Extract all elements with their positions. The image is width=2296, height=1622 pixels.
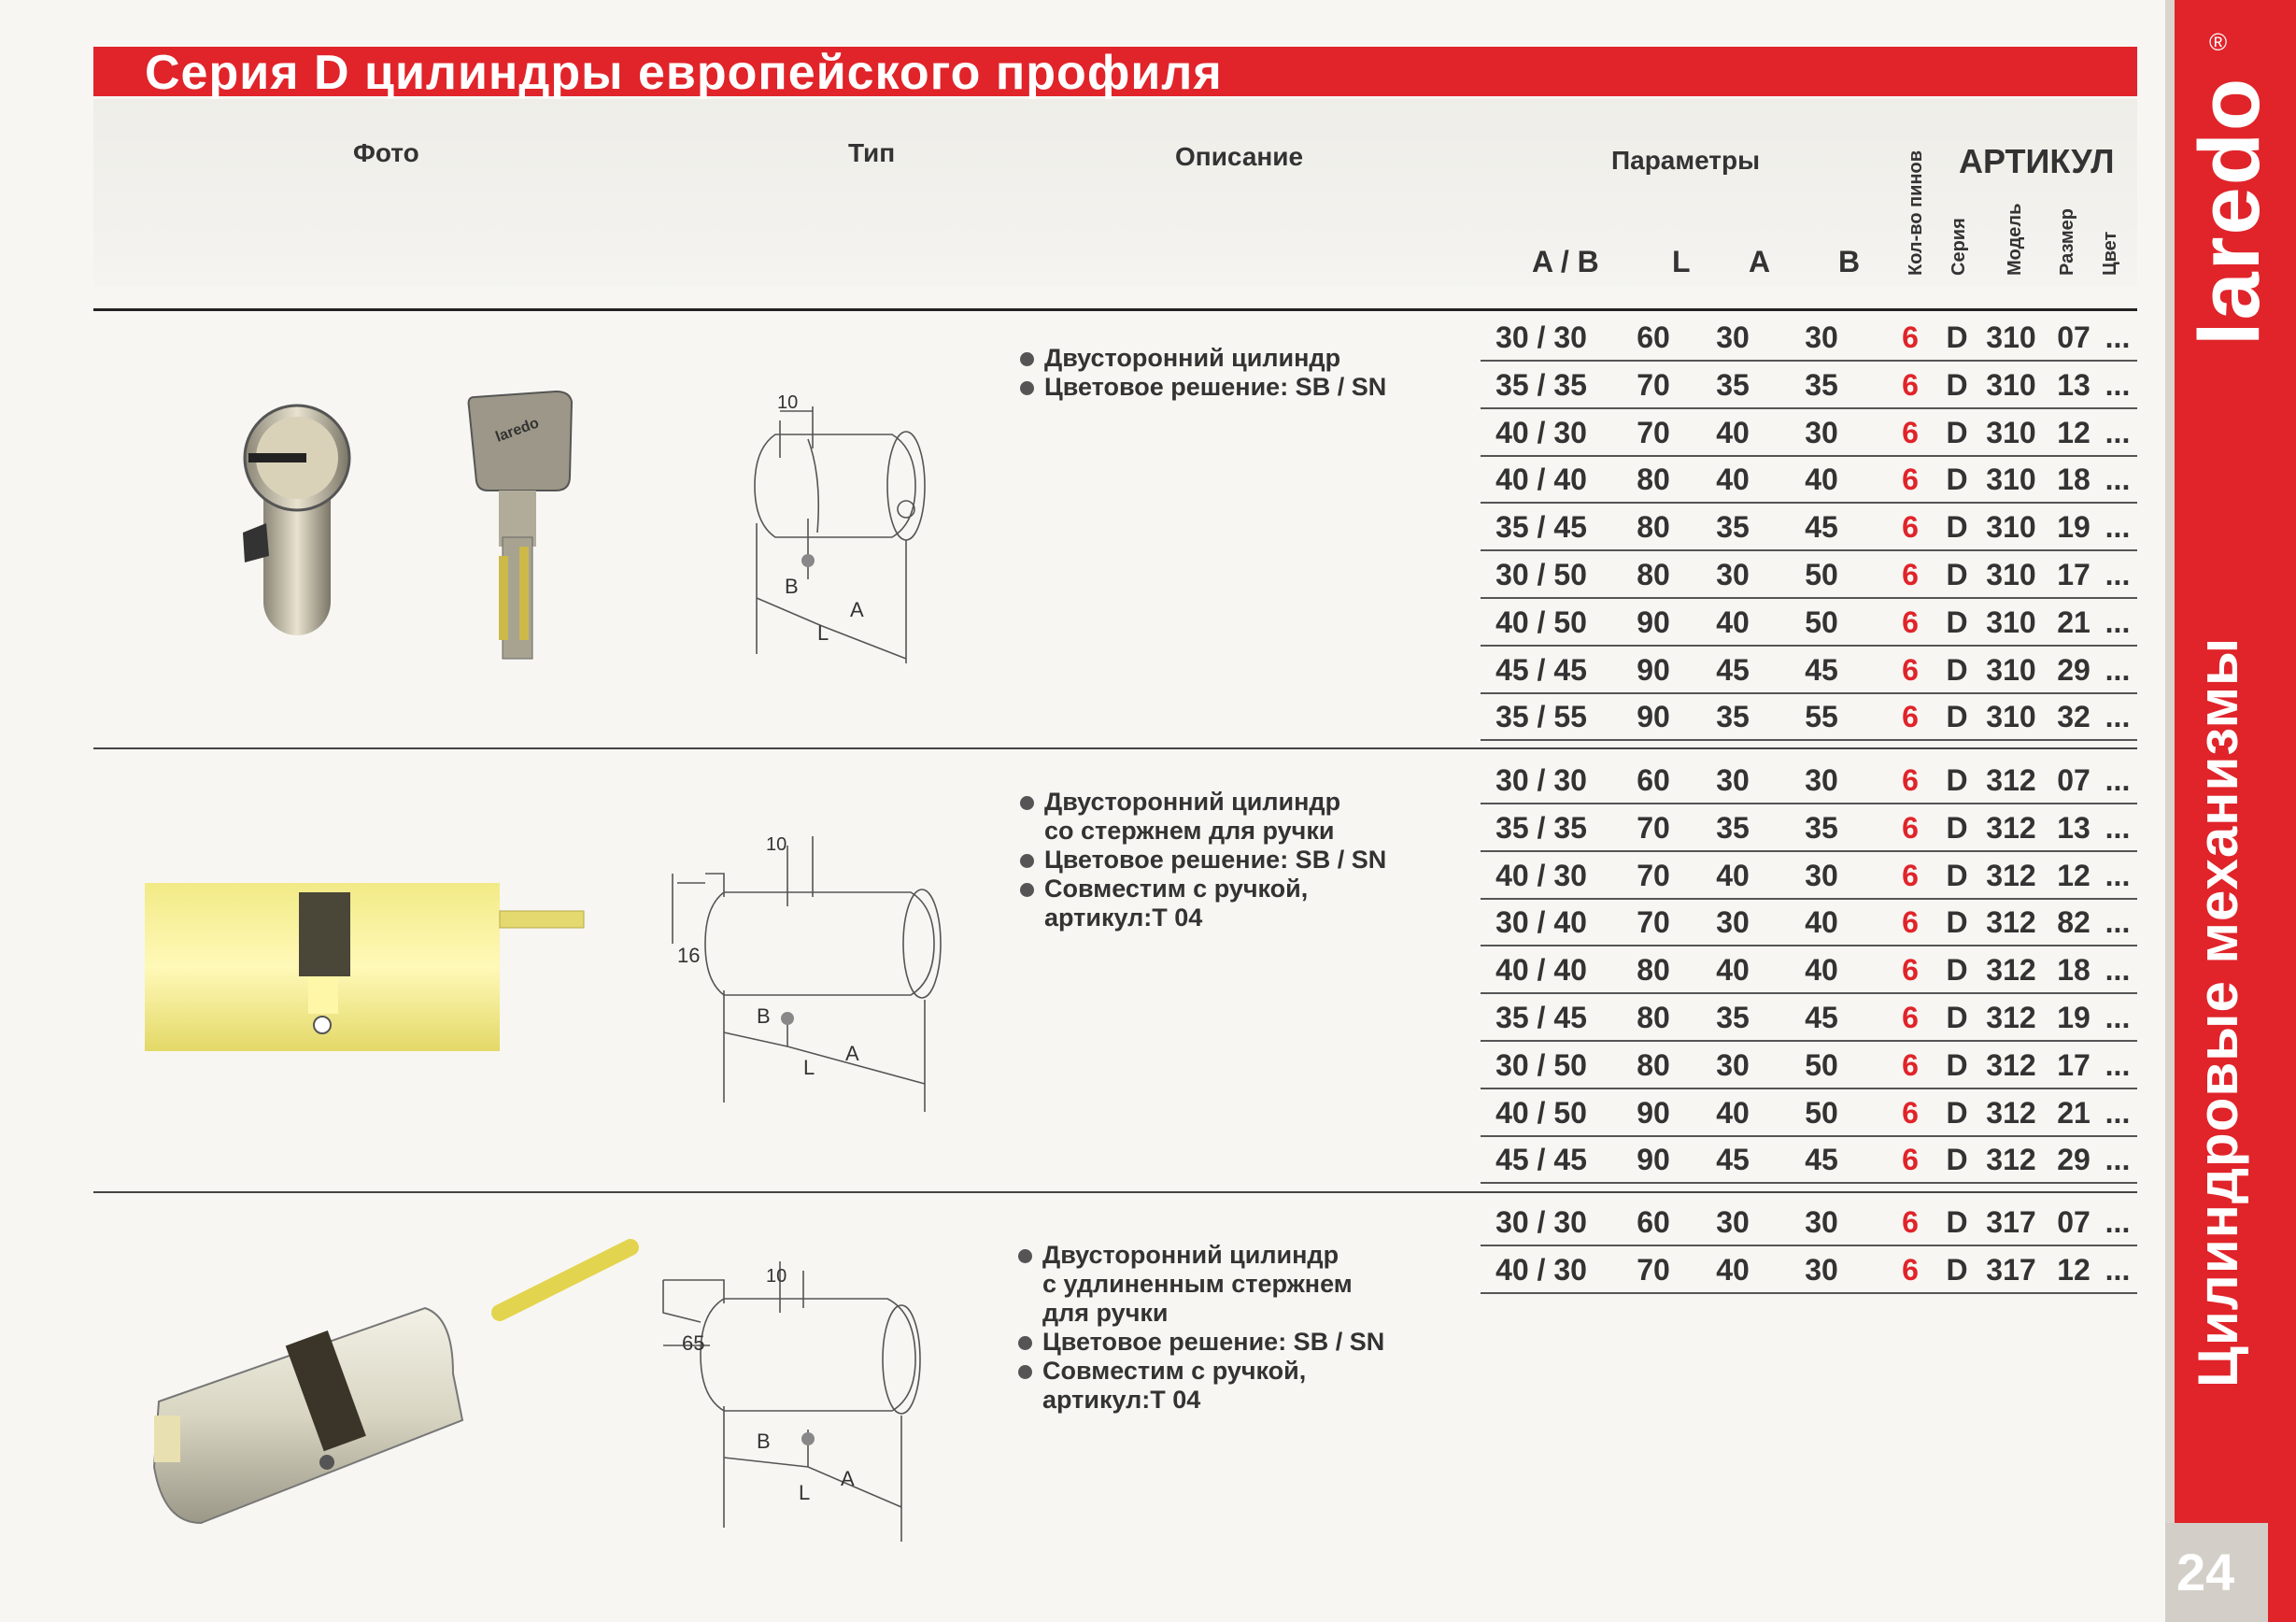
cell-a: 35	[1716, 1001, 1750, 1034]
cell-pins: 6	[1902, 605, 1919, 639]
photo-cylinder-2	[140, 883, 588, 1060]
cell-ab: 35 / 35	[1495, 367, 1587, 402]
desc-line: Совместим с ручкой,	[1018, 875, 1386, 903]
cell-ab: 40 / 50	[1495, 605, 1587, 639]
dim-16: 16	[677, 944, 701, 967]
cell-b: 40	[1805, 905, 1838, 940]
cell-size: 12	[2057, 858, 2090, 892]
cell-model: 310	[1986, 367, 2036, 402]
cell-color: ...	[2105, 1252, 2131, 1287]
cell-b: 45	[1805, 652, 1838, 687]
cell-model: 312	[1986, 953, 2036, 988]
table-row	[1481, 647, 2137, 694]
table-row	[1481, 1043, 2137, 1089]
desc-line: со стержнем для ручки	[1044, 817, 1335, 845]
cell-b: 50	[1805, 1047, 1838, 1082]
header-pins: Кол-во пинов	[1906, 149, 1926, 276]
cell-series: D	[1946, 510, 1968, 545]
dim-10: 10	[766, 834, 787, 855]
desc-line: Цветовое решение: SB / SN	[1018, 373, 1386, 402]
table-row	[1481, 1090, 2137, 1137]
cell-color: ...	[2105, 905, 2131, 940]
dim-b: B	[757, 1430, 771, 1453]
cell-a: 40	[1716, 462, 1750, 497]
cell-ab: 30 / 30	[1495, 320, 1587, 354]
cell-b: 30	[1805, 1252, 1838, 1287]
cell-model: 312	[1986, 1095, 2036, 1130]
cell-model: 312	[1986, 905, 2036, 940]
cell-l: 80	[1637, 1001, 1670, 1034]
desc-line: артикул:Т 04	[1044, 903, 1203, 932]
cell-a: 30	[1716, 905, 1750, 940]
cell-l: 60	[1637, 763, 1670, 797]
cell-size: 18	[2057, 953, 2090, 988]
cell-l: 80	[1637, 462, 1670, 497]
cell-color: ...	[2105, 367, 2131, 402]
diagram-cylinder-3	[645, 1257, 953, 1570]
cell-b: 45	[1805, 1143, 1838, 1177]
cell-series: D	[1946, 367, 1968, 402]
cell-pins: 6	[1902, 415, 1919, 449]
header-b: B	[1838, 245, 1861, 278]
table-row	[1481, 758, 2137, 804]
cell-a: 30	[1716, 1047, 1750, 1082]
cell-ab: 30 / 30	[1495, 763, 1587, 797]
cell-series: D	[1946, 462, 1968, 497]
cell-b: 50	[1805, 558, 1838, 591]
cell-series: D	[1946, 810, 1968, 845]
cell-size: 18	[2057, 462, 2090, 497]
cell-pins: 6	[1902, 810, 1919, 845]
cell-color: ...	[2105, 1143, 2131, 1177]
cell-ab: 40 / 30	[1495, 1252, 1587, 1287]
cell-model: 312	[1986, 858, 2036, 892]
cell-color: ...	[2105, 510, 2131, 545]
cell-l: 70	[1637, 1252, 1670, 1287]
table-row	[1481, 600, 2137, 647]
cell-model: 312	[1986, 1001, 2036, 1034]
cell-series: D	[1946, 763, 1968, 797]
cell-series: D	[1946, 905, 1968, 940]
cell-color: ...	[2105, 605, 2131, 639]
cell-a: 40	[1716, 415, 1750, 449]
cell-b: 30	[1805, 1205, 1838, 1239]
dim-65: 65	[682, 1331, 705, 1355]
brand-logo: laredo	[2182, 76, 2277, 346]
cell-ab: 40 / 30	[1495, 858, 1587, 892]
side-title: Цилиндровые механизмы	[2187, 636, 2249, 1387]
table-row	[1481, 1200, 2137, 1246]
cell-a: 30	[1716, 763, 1750, 797]
cell-pins: 6	[1902, 558, 1919, 591]
page-number: 24	[2176, 1543, 2235, 1601]
table-row	[1481, 552, 2137, 599]
cell-b: 50	[1805, 605, 1838, 639]
cell-series: D	[1946, 1143, 1968, 1177]
desc-line: Совместим с ручкой,	[1016, 1357, 1384, 1386]
key-logo-text: laredo	[493, 415, 542, 446]
cell-color: ...	[2105, 558, 2131, 591]
cell-pins: 6	[1902, 367, 1919, 402]
cell-a: 45	[1716, 1143, 1750, 1177]
cell-ab: 45 / 45	[1495, 652, 1587, 687]
cell-l: 60	[1637, 1205, 1670, 1239]
cell-a: 40	[1716, 605, 1750, 639]
cell-pins: 6	[1902, 858, 1919, 892]
header-photo: Фото	[353, 138, 419, 167]
cell-model: 310	[1986, 462, 2036, 497]
header-ab: A / B	[1532, 245, 1599, 278]
cell-model: 317	[1986, 1252, 2036, 1287]
cell-color: ...	[2105, 953, 2131, 988]
header-a: A	[1749, 245, 1771, 278]
cell-ab: 40 / 40	[1495, 953, 1587, 988]
cell-a: 30	[1716, 558, 1750, 591]
page-title: Серия D цилиндры европейского профиля	[145, 46, 1223, 100]
desc-line: Двусторонний цилиндр	[1018, 788, 1386, 817]
cell-l: 70	[1637, 810, 1670, 845]
header-divider	[93, 308, 2137, 311]
cell-size: 21	[2057, 1095, 2090, 1130]
desc-line: Двусторонний цилиндр	[1016, 1241, 1384, 1270]
dim-a: A	[845, 1042, 859, 1065]
cell-pins: 6	[1902, 510, 1919, 545]
cell-ab: 30 / 50	[1495, 1047, 1587, 1082]
cell-b: 30	[1805, 763, 1838, 797]
cell-l: 80	[1637, 1047, 1670, 1082]
cell-color: ...	[2105, 1047, 2131, 1082]
cell-series: D	[1946, 605, 1968, 639]
cell-b: 30	[1805, 858, 1838, 892]
cell-a: 30	[1716, 1205, 1750, 1239]
cell-ab: 35 / 45	[1495, 1001, 1587, 1034]
desc-line: Двусторонний цилиндр	[1018, 344, 1386, 373]
cell-ab: 35 / 35	[1495, 810, 1587, 845]
header-description: Описание	[1175, 142, 1304, 171]
cell-ab: 45 / 45	[1495, 1143, 1587, 1177]
cell-l: 70	[1637, 415, 1670, 449]
cell-ab: 40 / 50	[1495, 1095, 1587, 1130]
cell-series: D	[1946, 858, 1968, 892]
description-3	[1016, 1241, 1384, 1415]
cell-l: 90	[1637, 1143, 1670, 1177]
cell-size: 21	[2057, 605, 2090, 639]
cell-size: 12	[2057, 415, 2090, 449]
cell-series: D	[1946, 1047, 1968, 1082]
dim-b: B	[757, 1004, 771, 1028]
cell-b: 35	[1805, 810, 1838, 845]
section-divider	[93, 747, 2137, 749]
cell-color: ...	[2105, 858, 2131, 892]
cell-size: 12	[2057, 1252, 2090, 1287]
description-2	[1018, 788, 1386, 932]
section-divider	[93, 1191, 2137, 1193]
cell-b: 45	[1805, 1001, 1838, 1034]
photo-cylinder-3	[145, 1233, 649, 1546]
cell-model: 312	[1986, 1143, 2036, 1177]
cell-size: 29	[2057, 652, 2090, 687]
cell-series: D	[1946, 652, 1968, 687]
cell-series: D	[1946, 700, 1968, 734]
table-row	[1481, 995, 2137, 1042]
cell-size: 19	[2057, 1001, 2090, 1034]
diagram-cylinder-2	[668, 832, 967, 1135]
dim-a: A	[841, 1467, 855, 1490]
cell-size: 17	[2057, 1047, 2090, 1082]
cell-series: D	[1946, 558, 1968, 591]
cell-l: 60	[1637, 320, 1670, 354]
cell-l: 90	[1637, 605, 1670, 639]
header-size: Размер	[2057, 207, 2077, 276]
header-series: Серия	[1949, 218, 1969, 276]
cell-pins: 6	[1902, 1252, 1919, 1287]
cell-b: 45	[1805, 510, 1838, 545]
cell-l: 90	[1637, 652, 1670, 687]
header-article: АРТИКУЛ	[1959, 142, 2115, 180]
cell-ab: 35 / 45	[1495, 510, 1587, 545]
cell-color: ...	[2105, 462, 2131, 497]
cell-size: 07	[2057, 1205, 2090, 1239]
cell-series: D	[1946, 320, 1968, 354]
cell-size: 82	[2057, 905, 2090, 940]
cell-size: 07	[2057, 320, 2090, 354]
cell-l: 70	[1637, 858, 1670, 892]
cell-b: 35	[1805, 367, 1838, 402]
cell-model: 310	[1986, 605, 2036, 639]
cell-model: 312	[1986, 810, 2036, 845]
cell-l: 90	[1637, 1095, 1670, 1130]
cell-size: 32	[2057, 700, 2090, 734]
cell-a: 40	[1716, 1252, 1750, 1287]
table-row	[1481, 1137, 2137, 1184]
cell-ab: 30 / 50	[1495, 558, 1587, 591]
cell-color: ...	[2105, 415, 2131, 449]
cell-color: ...	[2105, 763, 2131, 797]
cell-model: 312	[1986, 1047, 2036, 1082]
cell-pins: 6	[1902, 652, 1919, 687]
cell-model: 310	[1986, 320, 2036, 354]
header-background	[93, 99, 2137, 286]
cell-color: ...	[2105, 320, 2131, 354]
cell-color: ...	[2105, 652, 2131, 687]
cell-model: 310	[1986, 415, 2036, 449]
cell-pins: 6	[1902, 1205, 1919, 1239]
cell-a: 45	[1716, 652, 1750, 687]
cell-ab: 30 / 40	[1495, 905, 1587, 940]
cell-a: 35	[1716, 810, 1750, 845]
table-row	[1481, 947, 2137, 994]
cell-a: 35	[1716, 510, 1750, 545]
cell-series: D	[1946, 1252, 1968, 1287]
table-row	[1481, 410, 2137, 457]
description-1	[1018, 344, 1386, 402]
table-row	[1481, 315, 2137, 362]
cell-model: 310	[1986, 510, 2036, 545]
dim-b: B	[785, 575, 799, 598]
cell-color: ...	[2105, 1001, 2131, 1034]
cell-series: D	[1946, 1095, 1968, 1130]
diagram-cylinder-1	[729, 383, 962, 687]
header-color: Цвет	[2100, 231, 2120, 276]
cell-pins: 6	[1902, 763, 1919, 797]
registered-icon: ®	[2209, 28, 2228, 56]
cell-b: 40	[1805, 953, 1838, 988]
cell-b: 30	[1805, 320, 1838, 354]
cell-pins: 6	[1902, 1001, 1919, 1034]
cell-model: 310	[1986, 652, 2036, 687]
cell-l: 80	[1637, 558, 1670, 591]
cell-l: 70	[1637, 367, 1670, 402]
cell-pins: 6	[1902, 953, 1919, 988]
cell-ab: 30 / 30	[1495, 1205, 1587, 1239]
table-row	[1481, 457, 2137, 504]
dim-l: L	[817, 621, 829, 645]
cell-l: 90	[1637, 700, 1670, 734]
cell-model: 310	[1986, 700, 2036, 734]
cell-color: ...	[2105, 1095, 2131, 1130]
desc-line: Цветовое решение: SB / SN	[1016, 1328, 1384, 1357]
cell-a: 30	[1716, 320, 1750, 354]
cell-color: ...	[2105, 700, 2131, 734]
cell-size: 19	[2057, 510, 2090, 545]
header-type: Тип	[848, 138, 896, 167]
cell-b: 50	[1805, 1095, 1838, 1130]
dim-10: 10	[766, 1266, 787, 1287]
dim-a: A	[850, 598, 864, 621]
table-row	[1481, 363, 2137, 409]
desc-line: Цветовое решение: SB / SN	[1018, 846, 1386, 875]
cell-l: 70	[1637, 905, 1670, 940]
cell-series: D	[1946, 953, 1968, 988]
cell-pins: 6	[1902, 1095, 1919, 1130]
cell-b: 30	[1805, 415, 1838, 449]
table-row	[1481, 694, 2137, 741]
table-row	[1481, 853, 2137, 900]
cell-pins: 6	[1902, 905, 1919, 940]
cell-color: ...	[2105, 1205, 2131, 1239]
cell-ab: 40 / 40	[1495, 462, 1587, 497]
cell-a: 40	[1716, 953, 1750, 988]
cell-model: 312	[1986, 763, 2036, 797]
header-l: L	[1672, 245, 1691, 278]
cell-size: 07	[2057, 763, 2090, 797]
cell-a: 40	[1716, 858, 1750, 892]
cell-size: 13	[2057, 367, 2090, 402]
table-row	[1481, 505, 2137, 551]
cell-series: D	[1946, 415, 1968, 449]
dim-l: L	[799, 1481, 811, 1504]
table-row	[1481, 805, 2137, 852]
cell-ab: 35 / 55	[1495, 700, 1587, 734]
cell-size: 13	[2057, 810, 2090, 845]
cell-series: D	[1946, 1001, 1968, 1034]
table-row	[1481, 1247, 2137, 1294]
dim-10: 10	[777, 392, 799, 413]
cell-model: 310	[1986, 558, 2036, 591]
cell-series: D	[1946, 1205, 1968, 1239]
header-model: Модель	[2005, 203, 2025, 276]
cell-b: 55	[1805, 700, 1838, 734]
desc-line: с удлиненным стержнем	[1042, 1270, 1353, 1298]
desc-line: артикул:Т 04	[1042, 1386, 1201, 1414]
cell-pins: 6	[1902, 1143, 1919, 1177]
cell-model: 317	[1986, 1205, 2036, 1239]
cell-l: 80	[1637, 953, 1670, 988]
cell-a: 35	[1716, 367, 1750, 402]
cell-pins: 6	[1902, 700, 1919, 734]
cell-color: ...	[2105, 810, 2131, 845]
desc-line: для ручки	[1042, 1299, 1169, 1327]
cell-ab: 40 / 30	[1495, 415, 1587, 449]
cell-a: 40	[1716, 1095, 1750, 1130]
cell-pins: 6	[1902, 462, 1919, 497]
cell-pins: 6	[1902, 320, 1919, 354]
dim-l: L	[803, 1056, 815, 1079]
cell-l: 80	[1637, 510, 1670, 545]
table-row	[1481, 900, 2137, 946]
cell-size: 17	[2057, 558, 2090, 591]
photo-cylinder-1	[224, 392, 374, 649]
header-params: Параметры	[1611, 146, 1761, 175]
cell-pins: 6	[1902, 1047, 1919, 1082]
cell-b: 40	[1805, 462, 1838, 497]
cell-size: 29	[2057, 1143, 2090, 1177]
cell-a: 35	[1716, 700, 1750, 734]
